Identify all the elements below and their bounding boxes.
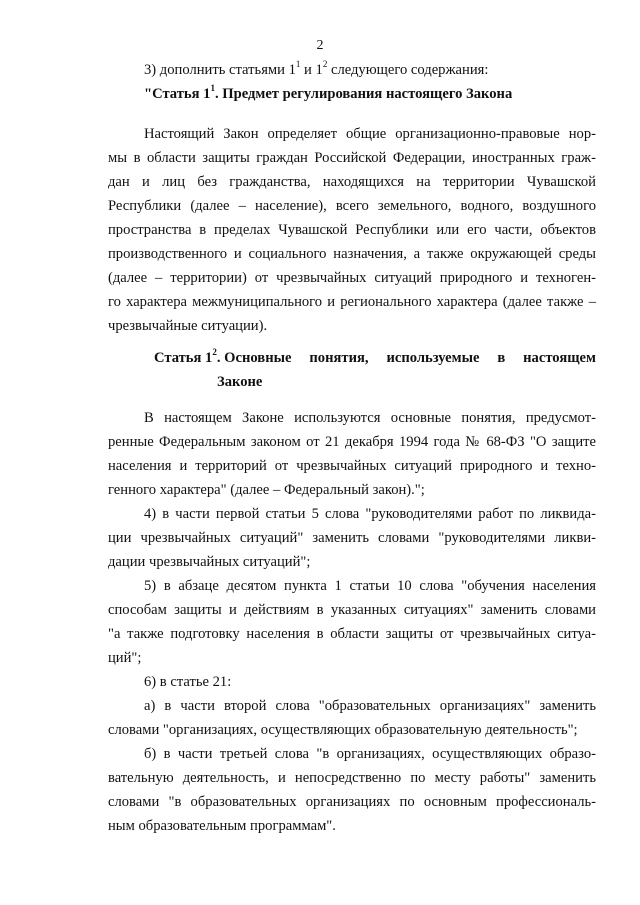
item5-line: способам защиты и действиям в указанных ситуациях" заменить словами <box>108 602 596 618</box>
article-1-1-line: чрезвычайные ситуации). <box>108 318 268 334</box>
item6b-line: б) в части третьей слова "в организациях, осуществляющих образо- <box>144 746 596 762</box>
article-1-2-heading-line1 <box>154 346 596 370</box>
article-1-2-word: понятия, <box>309 350 369 366</box>
article-1-1-line: Настоящий Закон определяет общие организационно-правовые нор- <box>144 126 596 142</box>
item5-line: ций"; <box>108 650 142 666</box>
item6b-line: словами "в образовательных организациях по основным профессиональ- <box>108 794 596 810</box>
item4-line: 4) в части первой статьи 5 слова "руководителями работ по ликвида- <box>144 506 596 522</box>
article-1-2-sup: 2 <box>212 347 217 358</box>
article-1-1-sup: 1 <box>210 83 215 94</box>
article-1-1-heading <box>144 82 632 106</box>
item6-intro: 6) в статье 21: <box>144 674 232 690</box>
article-1-2-word: используемые <box>386 350 480 366</box>
article-1-2-line: В настоящем Законе используются основные понятия, предусмот- <box>144 410 596 426</box>
article-1-2-line: населения и территорий от чрезвычайных ситуаций природного и техно- <box>108 458 596 474</box>
page-number: 2 <box>316 38 324 53</box>
article-1-1-line: го характера межмуниципального и регионального характера (далее также – <box>108 294 596 310</box>
article-1-2-line: генного характера" (далее – Федеральный закон)."; <box>108 482 425 498</box>
item5-line: 5) в абзаце десятом пункта 1 статьи 10 слова "обучения населения <box>144 578 596 594</box>
article-1-2-prefix: Статья 1 <box>154 350 213 366</box>
item4-line: дации чрезвычайных ситуаций"; <box>108 554 311 570</box>
article-1-1-prefix: Статья 1 <box>152 86 211 102</box>
article-1-1-title: . Предмет регулирования настоящего Закона <box>214 86 513 102</box>
item3-intro <box>144 58 632 82</box>
article-1-2-word: в <box>497 350 506 366</box>
item3-text-after: следующего содержания: <box>327 62 489 78</box>
article-1-1-line: дан и лиц без гражданства, находящихся на территории Чувашской <box>108 174 596 190</box>
article-1-2-word: . Основные <box>216 350 292 366</box>
item6b-line: вательную деятельность, и непосредственно по месту работы" заменить <box>108 770 596 786</box>
article-1-2-heading-line2: Законе <box>217 374 263 390</box>
article-1-1-line: Республики (далее – население), всего земельного, водного, воздушного <box>108 198 596 214</box>
item3-text-before: 3) дополнить статьями 1 <box>144 62 296 78</box>
article-1-2-title-word <box>154 346 291 370</box>
article-1-2-word: настоящем <box>523 350 596 366</box>
item4-line: ции чрезвычайных ситуаций" заменить словами "руководителями ликви- <box>108 530 596 546</box>
item5-line: "а также подготовку населения в области защиты от чрезвычайных ситуа- <box>108 626 596 642</box>
item6a-line: а) в части второй слова "образовательных организациях" заменить <box>144 698 596 714</box>
quote-mark: " <box>144 86 153 102</box>
item6b-line: ным образовательным программам". <box>108 818 336 834</box>
article-1-1-line: производственного и социального назначения, а также окружающей среды <box>108 246 596 262</box>
article-1-1-line: пространства в пределах Чувашской Республики или его части, объектов <box>108 222 596 238</box>
article-1-2-line: ренные Федеральным законом от 21 декабря 1994 года № 68-ФЗ "О защите <box>108 434 596 450</box>
superscript-1: 1 <box>295 59 301 70</box>
item6a-line: словами "организациях, осуществляющих образовательную деятельность"; <box>108 722 578 738</box>
article-1-1-line: (далее – территории) от чрезвычайных ситуаций природного и техноген- <box>108 270 596 286</box>
superscript-2: 2 <box>322 59 328 70</box>
item3-text-middle: и 1 <box>300 62 323 78</box>
article-1-1-line: мы в области защиты граждан Российской Федерации, иностранных граж- <box>108 150 596 166</box>
